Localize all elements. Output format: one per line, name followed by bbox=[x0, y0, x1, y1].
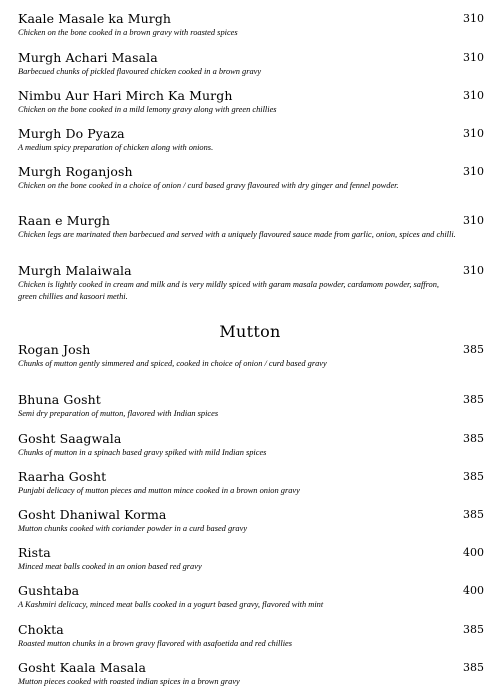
item-name: Bhuna Gosht bbox=[18, 392, 101, 407]
item-description: Punjabi delicacy of mutton pieces and mutton mince cooked in a brown onion gravy bbox=[18, 486, 300, 495]
menu-item-raarha-gosht bbox=[18, 469, 484, 497]
item-description: Barbecued chunks of pickled flavoured chicken cooked in a brown gravy bbox=[18, 67, 262, 76]
item-description: A medium spicy preparation of chicken along with onions. bbox=[18, 143, 214, 152]
menu-item-raan-e-murgh bbox=[18, 213, 484, 241]
menu-item-gushtaba bbox=[18, 583, 484, 611]
item-description: Mutton chunks cooked with coriander powder in a curd based gravy bbox=[18, 524, 248, 533]
menu-item-rogan-josh bbox=[18, 342, 484, 370]
menu-item-gosht-saagwala bbox=[18, 431, 484, 459]
item-name: Rista bbox=[18, 545, 51, 560]
item-price: 385 bbox=[463, 393, 484, 406]
item-price: 310 bbox=[463, 51, 484, 64]
item-name: Nimbu Aur Hari Mirch Ka Murgh bbox=[18, 88, 233, 103]
item-price: 385 bbox=[463, 508, 484, 521]
item-price: 310 bbox=[463, 12, 484, 25]
item-name: Murgh Malaiwala bbox=[18, 263, 132, 278]
item-description: Semi dry preparation of mutton, flavored with Indian spices bbox=[18, 409, 219, 418]
item-name: Chokta bbox=[18, 622, 64, 637]
item-description: Roasted mutton chunks in a brown gravy flavored with asafoetida and red chillies bbox=[18, 639, 293, 648]
item-price: 310 bbox=[463, 214, 484, 227]
item-description: Chunks of mutton gently simmered and spiced, cooked in choice of onion / curd based gravy bbox=[18, 359, 327, 368]
item-price: 310 bbox=[463, 264, 484, 277]
item-price: 385 bbox=[463, 661, 484, 674]
item-description: Minced meat balls cooked in an onion based red gravy bbox=[18, 562, 202, 571]
item-price: 385 bbox=[463, 623, 484, 636]
item-name: Gushtaba bbox=[18, 583, 80, 598]
item-name: Raarha Gosht bbox=[18, 469, 107, 484]
menu-item-murgh-do-pyaza bbox=[18, 126, 484, 154]
item-price: 400 bbox=[463, 584, 484, 597]
menu-item-rista bbox=[18, 545, 484, 573]
item-name: Gosht Kaala Masala bbox=[18, 660, 147, 675]
item-description: Chicken legs are marinated then barbecued and served with a uniquely flavoured sauce made from garlic, onion, spices and chilli. bbox=[18, 230, 456, 239]
item-description: Mutton pieces cooked with roasted indian spices in a brown gravy bbox=[18, 677, 240, 686]
item-name: Raan e Murgh bbox=[18, 213, 111, 228]
item-name: Murgh Achari Masala bbox=[18, 50, 158, 65]
section-title-mutton: Mutton bbox=[219, 322, 281, 341]
menu-item-bhuna-gosht bbox=[18, 392, 484, 420]
menu-item-murgh-malaiwala bbox=[18, 263, 484, 303]
item-price: 385 bbox=[463, 432, 484, 445]
item-description: Chicken on the bone cooked in a mild lemony gravy along with green chillies bbox=[18, 105, 277, 114]
menu-item-gosht-kaala-masala bbox=[18, 660, 484, 688]
item-name: Kaale Masale ka Murgh bbox=[18, 11, 172, 26]
item-description: Chicken is lightly cooked in cream and milk and is very mildly spiced with garam masala powder, cardamom powder, saffron, green chillies and kasoori methi. bbox=[18, 280, 440, 301]
item-description: Chunks of mutton in a spinach based gravy spiked with mild Indian spices bbox=[18, 448, 267, 457]
item-price: 385 bbox=[463, 343, 484, 356]
item-price: 400 bbox=[463, 546, 484, 559]
item-name: Gosht Saagwala bbox=[18, 431, 122, 446]
menu-item-chokta bbox=[18, 622, 484, 650]
item-name: Murgh Do Pyaza bbox=[18, 126, 125, 141]
item-price: 310 bbox=[463, 89, 484, 102]
menu-item-kaale-masale-ka-murgh bbox=[18, 11, 484, 39]
item-price: 385 bbox=[463, 470, 484, 483]
item-description: Chicken on the bone cooked in a brown gravy with roasted spices bbox=[18, 28, 238, 37]
menu-item-murgh-achari-masala bbox=[18, 50, 484, 78]
item-description: Chicken on the bone cooked in a choice of onion / curd based gravy flavoured with dry ginger and fennel powder. bbox=[18, 181, 399, 190]
item-price: 310 bbox=[463, 165, 484, 178]
item-name: Rogan Josh bbox=[18, 342, 91, 357]
item-name: Murgh Roganjosh bbox=[18, 164, 133, 179]
menu-item-murgh-roganjosh bbox=[18, 164, 484, 192]
menu-item-nimbu-aur-hari-mirch-ka-murgh bbox=[18, 88, 484, 116]
item-description: A Kashmiri delicacy, minced meat balls cooked in a yogurt based gravy, flavored with mint bbox=[18, 600, 324, 609]
menu-item-gosht-dhaniwal-korma bbox=[18, 507, 484, 535]
item-price: 310 bbox=[463, 127, 484, 140]
item-name: Gosht Dhaniwal Korma bbox=[18, 507, 167, 522]
